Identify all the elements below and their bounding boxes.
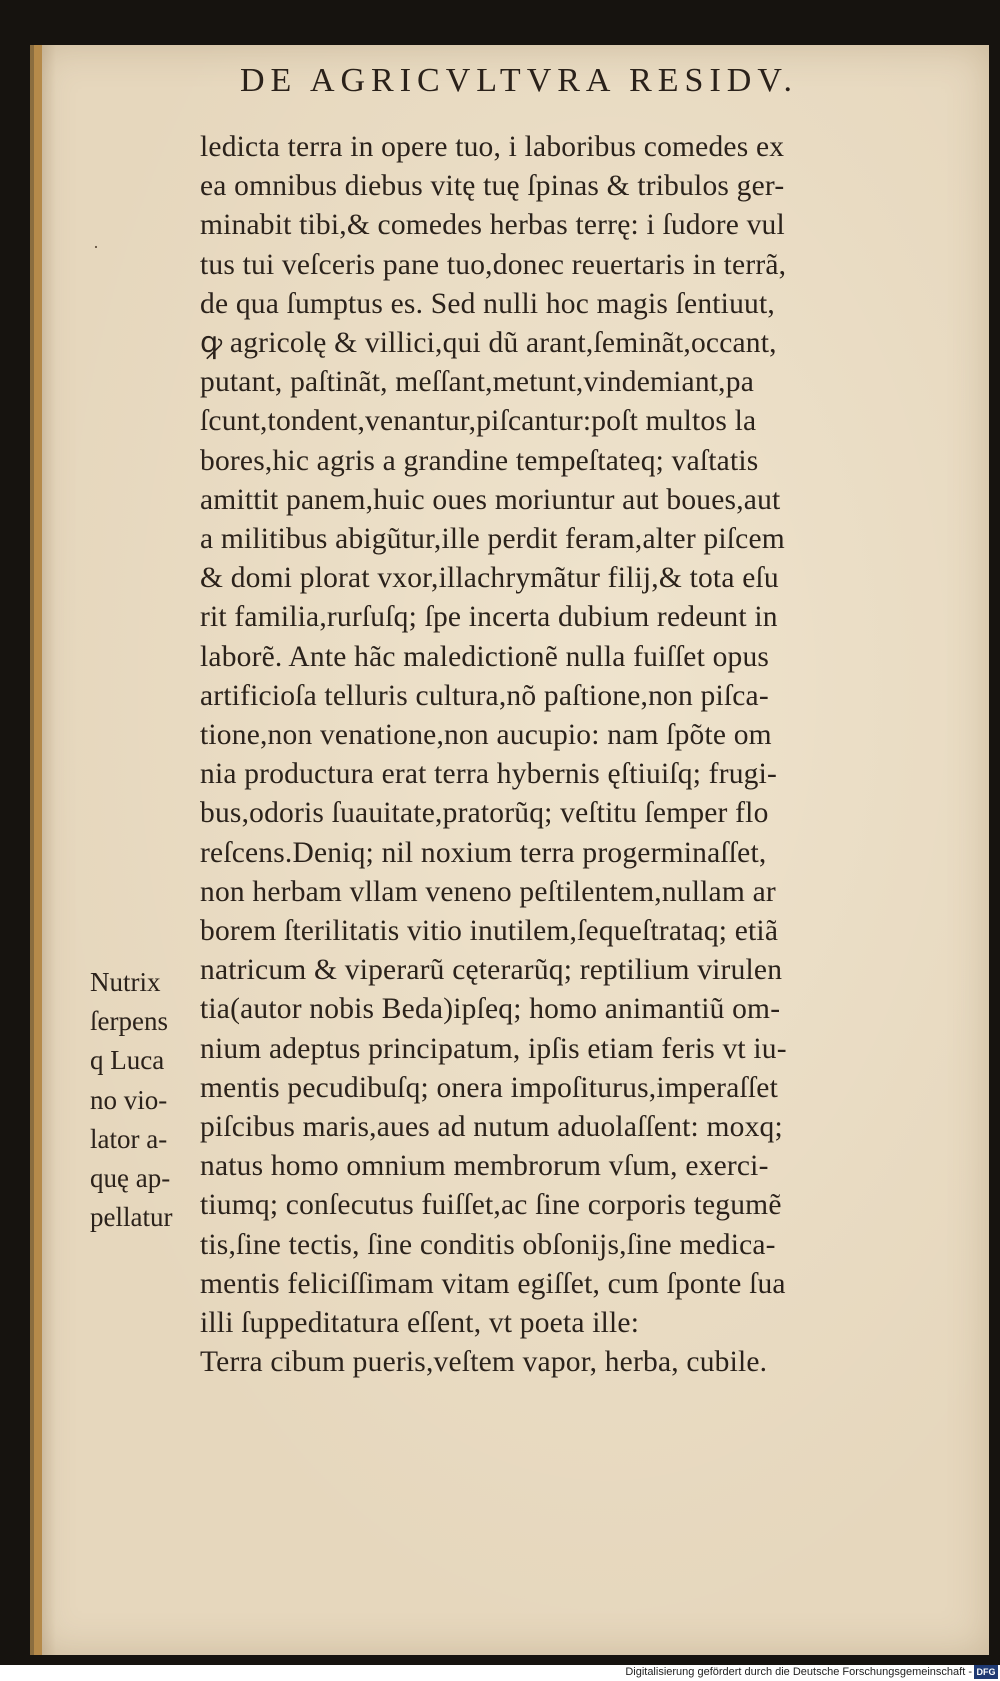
text-line: amittit panem,huic oues moriuntur aut boues,aut [200, 483, 781, 516]
text-line: illi ſuppeditatura eſſent, vt poeta ille: [200, 1307, 640, 1340]
margin-note-line: quę ap- [90, 1163, 171, 1194]
text-line: ꝙ agricolę & villici,qui dũ arant,ſeminãt,occant, [200, 327, 777, 360]
text-line: bus,odoris ſuauitate,pratorũq; veſtitu ſemper flo [200, 797, 769, 830]
margin-note-line: lator a- [90, 1123, 168, 1154]
text-line: natricum & viperarũ cęterarũq; reptilium virulen [200, 954, 783, 987]
text-line: tia(autor nobis Beda)ipſeq; homo animantiũ om- [200, 993, 781, 1026]
text-line: laborẽ. Ante hãc maledictionẽ nulla fuiſſet opus [200, 640, 770, 673]
text-line: tione,non venatione,non aucupio: nam ſpõte om [200, 719, 772, 752]
text-line: nium adeptus principatum, ipſis etiam feris vt iu- [200, 1032, 787, 1065]
text-line: tis,ſine tectis, ſine conditis obſonijs,ſine medica- [200, 1228, 776, 1261]
running-head: DE AGRICVLTVRA RESIDV. [240, 62, 799, 99]
text-line: piſcibus maris,aues ad nutum aduolaſſent: moxq; [200, 1111, 783, 1144]
margin-mark: · [93, 237, 99, 257]
text-line: mentis feliciſſimam vitam egiſſet, cum ſponte ſua [200, 1267, 786, 1300]
text-line: Terra cibum pueris,veſtem vapor, herba, cubile. [200, 1346, 768, 1379]
body-text [200, 128, 920, 1383]
text-line: ea omnibus diebus vitę tuę ſpinas & tribulos ger- [200, 170, 785, 203]
margin-note-line: Nutrix [90, 967, 161, 997]
text-line: tus tui veſceris pane tuo,donec reuertaris in terrã, [200, 248, 787, 281]
text-line: artificioſa telluris cultura,nõ paſtione,non piſca- [200, 679, 769, 712]
margin-note-line: q Luca [90, 1045, 165, 1076]
text-line: natus homo omnium membrorum vſum, exerci- [200, 1150, 769, 1183]
text-line: putant, paſtinãt, meſſant,metunt,vindemiant,pa [200, 366, 754, 399]
footer-credit: Digitalisierung gefördert durch die Deutsche Forschungsgemeinschaft - [625, 1666, 972, 1678]
page-edge [34, 45, 42, 1655]
text-line: bores,hic agris a grandine tempeſtateq; vaſtatis [200, 444, 759, 477]
text-line: reſcens.Deniq; nil noxium terra progerminaſſet, [200, 836, 767, 869]
text-line: minabit tibi,& comedes herbas terrę: i ſudore vul [200, 209, 785, 242]
text-line: rit familia,rurſuſq; ſpe incerta dubium redeunt in [200, 601, 778, 634]
text-line: tiumq; conſecutus fuiſſet,ac ſine corporis tegumẽ [200, 1189, 782, 1222]
margin-note-line: no vio- [90, 1084, 168, 1115]
text-line: ſcunt,tondent,venantur,piſcantur:poſt multos la [200, 405, 757, 438]
text-line: nia productura erat terra hybernis ęſtiuiſq; frugi- [200, 758, 778, 791]
text-line: borem ſterilitatis vitio inutilem,ſequeſtrataq; etiã [200, 915, 779, 948]
dfg-logo-icon: DFG [974, 1665, 998, 1679]
margin-note [90, 963, 210, 1237]
text-line: ledicta terra in opere tuo, i laboribus comedes ex [200, 131, 785, 163]
text-line: non herbam vllam veneno peſtilentem,nullam ar [200, 875, 776, 908]
text-line: a militibus abigũtur,ille perdit feram,alter piſcem [200, 523, 785, 556]
text-line: de qua ſumptus es. Sed nulli hoc magis ſentiuut, [200, 287, 775, 320]
margin-note-line: pellatur [90, 1202, 173, 1233]
text-line: & domi plorat vxor,illachrymãtur filij,& tota eſu [200, 562, 779, 595]
margin-note-line: ſerpens [90, 1006, 168, 1037]
text-line: mentis pecudibuſq; onera impoſiturus,imperaſſet [200, 1071, 778, 1104]
